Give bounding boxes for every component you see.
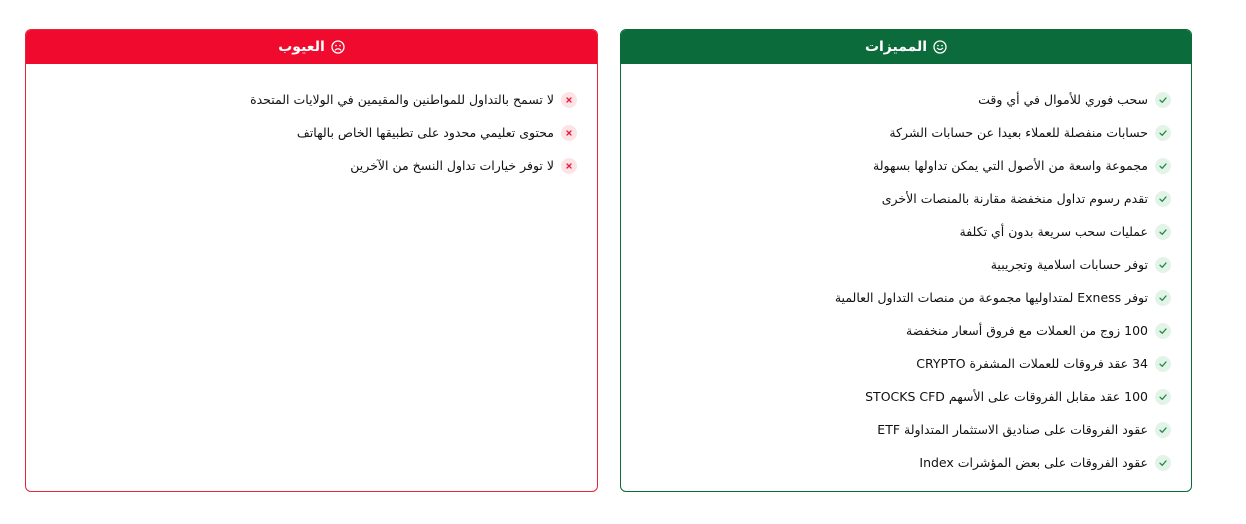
- pros-item-label: عقود الفروقات على صناديق الاستثمار المتداولة ETF: [877, 422, 1148, 437]
- check-icon: [1155, 356, 1171, 372]
- pros-item: [641, 83, 1171, 116]
- smile-icon: [933, 40, 947, 54]
- check-icon: [1155, 224, 1171, 240]
- cons-item-label: لا تسمح بالتداول للمواطنين والمقيمين في الولايات المتحدة: [250, 92, 554, 107]
- pros-item-label: توفر حسابات اسلامية وتجريبية: [990, 257, 1148, 272]
- pros-card: [620, 29, 1192, 492]
- check-icon: [1155, 191, 1171, 207]
- pros-item-label: سحب فوري للأموال في أي وقت: [978, 92, 1148, 107]
- cons-item: [46, 116, 577, 149]
- cons-item: [46, 149, 577, 182]
- pros-item: [641, 149, 1171, 182]
- pros-item: [641, 248, 1171, 281]
- pros-item: [641, 116, 1171, 149]
- check-icon: [1155, 290, 1171, 306]
- pros-item-label: 34 عقد فروقات للعملات المشفرة CRYPTO: [916, 356, 1148, 371]
- pros-item-label: 100 زوج من العملات مع فروق أسعار منخفضة: [906, 323, 1148, 338]
- pros-item: [641, 314, 1171, 347]
- cons-item-label: محتوى تعليمي محدود على تطبيقها الخاص بالهاتف: [296, 125, 554, 140]
- pros-item-label: تقدم رسوم تداول منخفضة مقارنة بالمنصات الأخرى: [881, 191, 1148, 206]
- pros-item: [641, 182, 1171, 215]
- pros-item-label: عقود الفروقات على بعض المؤشرات Index: [919, 455, 1148, 470]
- cons-card: [25, 29, 598, 492]
- cross-icon: [561, 158, 577, 174]
- pros-list: [621, 64, 1191, 479]
- check-icon: [1155, 257, 1171, 273]
- check-icon: [1155, 125, 1171, 141]
- pros-item: [641, 380, 1171, 413]
- sad-face-icon: [331, 40, 345, 54]
- cons-header: [26, 30, 597, 64]
- cons-item-label: لا توفر خيارات تداول النسخ من الآخرين: [350, 158, 554, 173]
- pros-item: [641, 281, 1171, 314]
- pros-item: [641, 347, 1171, 380]
- pros-item: [641, 215, 1171, 248]
- check-icon: [1155, 422, 1171, 438]
- cons-item: [46, 83, 577, 116]
- cross-icon: [561, 92, 577, 108]
- check-icon: [1155, 389, 1171, 405]
- check-icon: [1155, 455, 1171, 471]
- cons-title: العيوب: [278, 39, 325, 55]
- cross-icon: [561, 125, 577, 141]
- pros-title: المميزات: [864, 39, 928, 55]
- check-icon: [1155, 92, 1171, 108]
- check-icon: [1155, 323, 1171, 339]
- cons-list: [26, 64, 597, 182]
- pros-item-label: 100 عقد مقابل الفروقات على الأسهم STOCKS CFD: [865, 389, 1148, 404]
- pros-item-label: عمليات سحب سريعة بدون أي تكلفة: [959, 224, 1148, 239]
- pros-item-label: توفر Exness لمتداوليها مجموعة من منصات التداول العالمية: [834, 290, 1148, 305]
- pros-item-label: مجموعة واسعة من الأصول التي يمكن تداولها بسهولة: [873, 158, 1148, 173]
- pros-item-label: حسابات منفصلة للعملاء بعيدا عن حسابات الشركة: [889, 125, 1148, 140]
- pros-item: [641, 413, 1171, 446]
- pros-item: [641, 446, 1171, 479]
- pros-header: [621, 30, 1191, 64]
- check-icon: [1155, 158, 1171, 174]
